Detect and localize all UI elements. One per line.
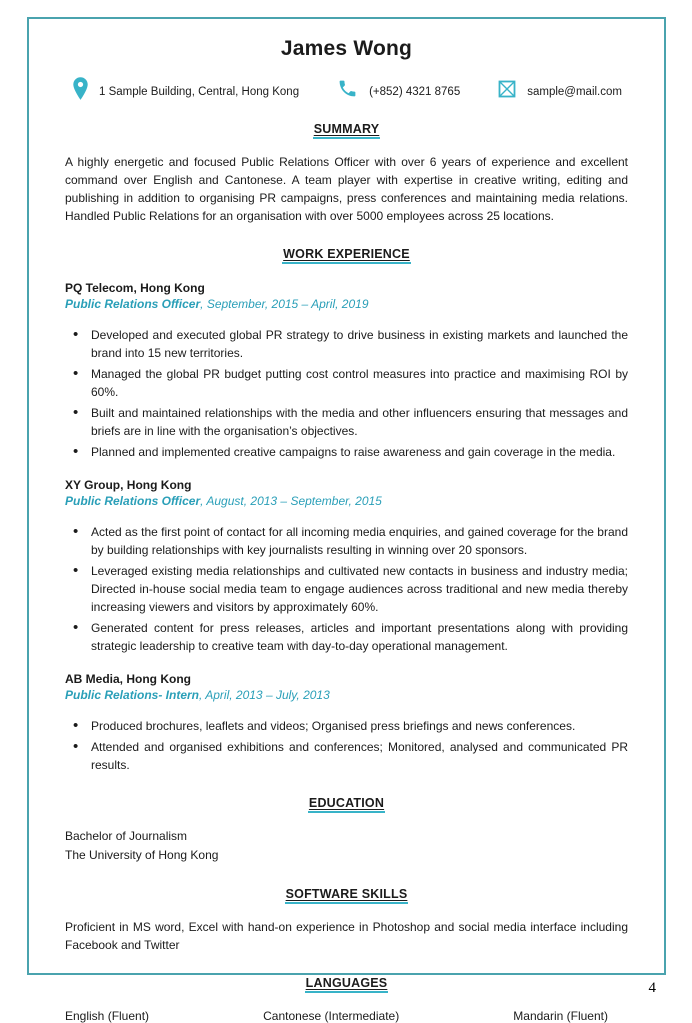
job-dates: , April, 2013 – July, 2013	[199, 688, 330, 702]
language-item: Cantonese (Intermediate)	[263, 1009, 400, 1023]
work-experience-section-heading	[65, 245, 628, 264]
job-entry	[65, 477, 628, 655]
job-bullet: • Developed and executed global PR strategy to drive business in existing markets and launched the brand into 15 new territories.	[91, 326, 628, 362]
software-skills-paragraph: Proficient in MS word, Excel with hand-on experience in Photoshop and social media interface including Facebook and Twitter	[65, 920, 628, 952]
contact-address-text: 1 Sample Building, Central, Hong Kong	[99, 85, 300, 98]
job-dates: , August, 2013 – September, 2015	[200, 494, 382, 508]
job-dates: , September, 2015 – April, 2019	[200, 297, 369, 311]
job-bullet: • Built and maintained relationships with the media and other influencers ensuring that messages and briefs are in line with the organisation’s objectives.	[91, 404, 628, 440]
job-title: Public Relations Officer	[65, 494, 201, 508]
contact-row	[73, 77, 622, 100]
software-skills-heading-text: SOFTWARE SKILLS	[285, 887, 409, 904]
page-border-box	[27, 17, 666, 1023]
job-bullet: • Produced brochures, leaflets and videos; Organised press briefings and news conferences.	[91, 717, 628, 735]
job-bullet: • Generated content for press releases, articles and important presentations along with providing strategic leadership to creative team with day-to-day operational management.	[91, 619, 628, 655]
languages-section-heading	[65, 974, 628, 993]
contact-address	[73, 77, 299, 100]
page-title: James Wong	[280, 37, 413, 60]
job-company: XY Group, Hong Kong	[65, 478, 192, 492]
languages-row	[65, 1009, 628, 1023]
education-block	[65, 827, 628, 865]
job-bullet-list	[65, 717, 628, 774]
job-title-line	[65, 493, 628, 509]
education-heading-text: EDUCATION	[308, 796, 385, 813]
job-bullet-list	[65, 326, 628, 461]
summary-section-heading	[65, 120, 628, 139]
education-section-heading	[65, 794, 628, 813]
job-title-line	[65, 687, 628, 703]
job-entry	[65, 671, 628, 774]
job-title: Public Relations- Intern	[65, 688, 200, 702]
job-bullet: • Acted as the first point of contact for all incoming media enquiries, and gained coverage for the brand by building relationships with key journalists resulting in winning over 20 sponsors.	[91, 523, 628, 559]
job-bullet: • Leveraged existing media relationships and cultivated new contacts in business and industry media; Directed in-house social media team to engage audiences across traditional and new media thereby increasing viewers and visitors by approximately 60%.	[91, 562, 628, 616]
job-company: AB Media, Hong Kong	[65, 672, 191, 686]
contact-email-text: sample@mail.com	[527, 85, 622, 98]
language-item: English (Fluent)	[65, 1009, 150, 1023]
page-number: 4	[648, 980, 656, 996]
job-entry	[65, 280, 628, 461]
job-bullet: • Attended and organised exhibitions and conferences; Monitored, analysed and communicated PR results.	[91, 738, 628, 774]
job-title-line	[65, 296, 628, 312]
software-skills-section-heading	[65, 885, 628, 904]
language-item: Mandarin (Fluent)	[513, 1009, 608, 1023]
languages-heading-text: LANGUAGES	[305, 976, 389, 993]
job-bullet-list	[65, 523, 628, 655]
job-bullet: • Managed the global PR budget putting cost control measures into practice and maximising ROI by 60%.	[91, 365, 628, 401]
contact-phone	[337, 78, 460, 99]
job-bullet: • Planned and implemented creative campaigns to raise awareness and gain coverage in the media.	[91, 443, 628, 461]
job-title: Public Relations Officer	[65, 297, 201, 311]
phone-icon	[337, 78, 358, 99]
summary-paragraph: A highly energetic and focused Public Relations Officer with over 6 years of experience and excellent command over English and Cantonese. A team player with expertise in creative writing, editing and publishing in addition to organising PR campaigns, press conferences and maintaining media relations. Handled Public Relations for an organisation with over 5000 employees across 25 locations.	[65, 155, 628, 223]
location-pin-icon	[73, 77, 88, 100]
envelope-icon	[498, 80, 516, 98]
summary-heading-text: SUMMARY	[313, 122, 381, 139]
work-experience-heading-text: WORK EXPERIENCE	[282, 247, 411, 264]
contact-phone-text: (+852) 4321 8765	[369, 85, 461, 98]
education-degree: Bachelor of Journalism	[65, 829, 188, 843]
job-company: PQ Telecom, Hong Kong	[65, 281, 205, 295]
contact-email	[498, 80, 622, 98]
education-school: The University of Hong Kong	[65, 848, 219, 862]
